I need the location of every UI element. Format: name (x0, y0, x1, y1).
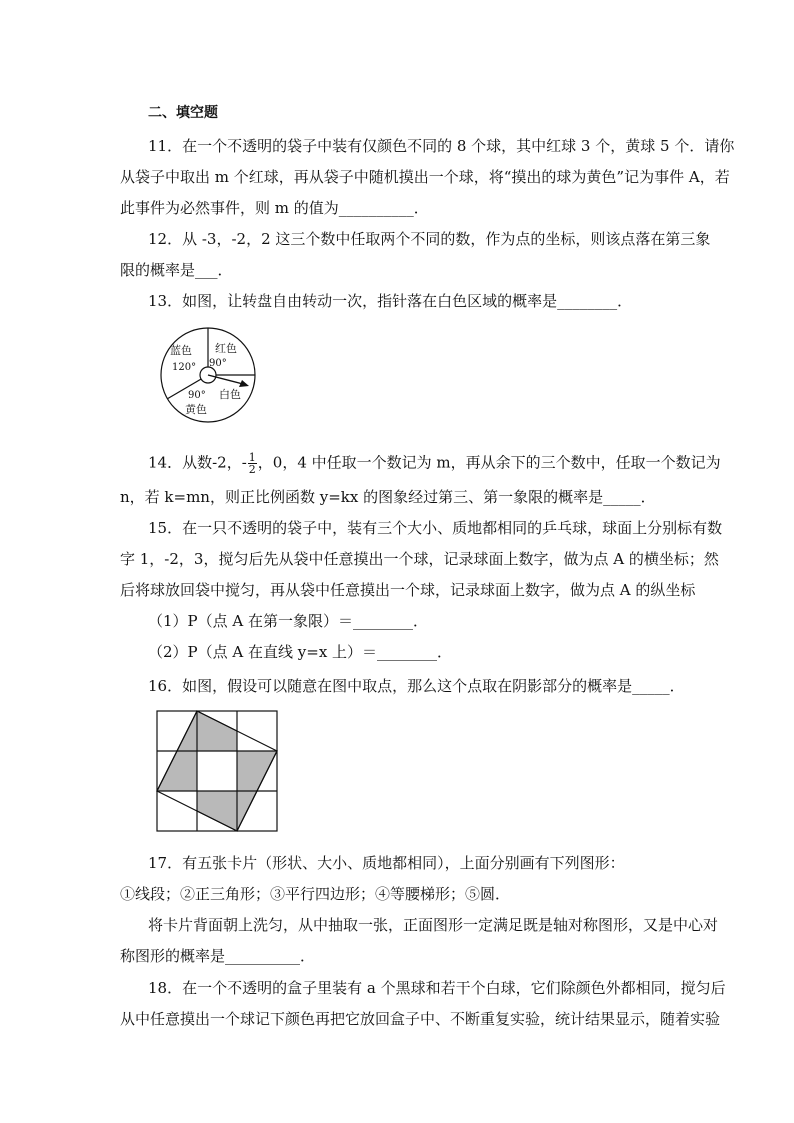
fraction-numerator: 1 (248, 451, 256, 464)
arrow-head-icon (239, 380, 249, 387)
q15-line1: 15．在一只不透明的袋子中，装有三个大小、质地都相同的乒乓球，球面上分别标有数 (148, 519, 723, 537)
q17-line1: 17．有五张卡片（形状、大小、质地都相同），上面分别画有下列图形： (148, 854, 625, 872)
q17-line3: 将卡片背面朝上洗匀，从中抽取一张，正面图形一定满足既是轴对称图形，又是中心对 (148, 916, 719, 934)
q12-line2: 限的概率是___． (120, 261, 233, 279)
label-yellow: 黄色 (185, 403, 207, 416)
spinner-figure (145, 324, 275, 424)
label-red: 红色 (215, 342, 237, 355)
q14-text-a: 14．从数-2，- (148, 453, 247, 472)
q11-line1: 11．在一个不透明的袋子中装有仅颜色不同的 8 个球，其中红球 3 个，黄球 5 个．请你 (148, 137, 735, 155)
q17-line2: ①线段；②正三角形；③平行四边形；④等腰梯形；⑤圆． (120, 885, 511, 903)
grid-figure (156, 710, 280, 832)
q18-line2: 从中任意摸出一个球记下颜色再把它放回盒子中、不断重复实验，统计结果显示，随着实验 (120, 1010, 721, 1028)
q15-sub1: （1）P（点 A 在第一象限）＝________． (148, 612, 429, 630)
q15-sub2: （2）P（点 A 在直线 y=x 上）＝________． (148, 643, 453, 661)
q16-line1: 16．如图，假设可以随意在图中取点，那么这个点取在阴影部分的概率是_____． (148, 677, 685, 695)
corner-unshaded-tr (237, 711, 277, 751)
label-yellow-angle: 90° (188, 390, 206, 401)
q15-line3: 后将球放回袋中搅匀，再从袋中任意摸出一个球，记录球面上数字，做为点 A 的纵坐标 (120, 581, 696, 599)
q11-line3: 此事件为必然事件，则 m 的值为__________． (120, 199, 429, 217)
q15-line2: 字 1，-2，3，搅匀后先从袋中任意摸出一个球，记录球面上数字，做为点 A 的横坐标；然 (120, 550, 719, 568)
label-blue: 蓝色 (170, 344, 192, 357)
q14-line1 (148, 452, 721, 475)
q11-line2: 从袋子中取出 m 个红球，再从袋子中随机摸出一个球，将“摸出的球为黄色”记为事件 A，若 (120, 168, 730, 186)
q14-text-b: ，0，4 中任取一个数记为 m，再从余下的三个数中，任取一个数记为 (257, 453, 721, 472)
label-blue-angle: 120° (172, 362, 197, 373)
corner-unshaded-bl (157, 791, 197, 831)
center-cell-unshaded (197, 751, 237, 791)
section-heading: 二、填空题 (148, 105, 218, 121)
q17-line4: 称图形的概率是__________． (120, 947, 316, 965)
q12-line1: 12．从 -3，-2，2 这三个数中任取两个不同的数，作为点的坐标，则该点落在第三象 (148, 230, 711, 248)
label-red-angle: 90° (209, 358, 227, 369)
q13-line1: 13．如图，让转盘自由转动一次，指针落在白色区域的概率是________． (148, 292, 633, 310)
label-white: 白色 (219, 388, 241, 401)
q18-line1: 18．在一个不透明的盒子里装有 a 个黑球和若干个白球，它们除颜色外都相同，搅匀后 (148, 979, 726, 997)
fraction-one-half (248, 452, 257, 475)
q14-line2: n，若 k=mn，则正比例函数 y=kx 的图象经过第三、第一象限的概率是_____． (120, 488, 656, 506)
fraction-denominator: 2 (248, 463, 256, 476)
